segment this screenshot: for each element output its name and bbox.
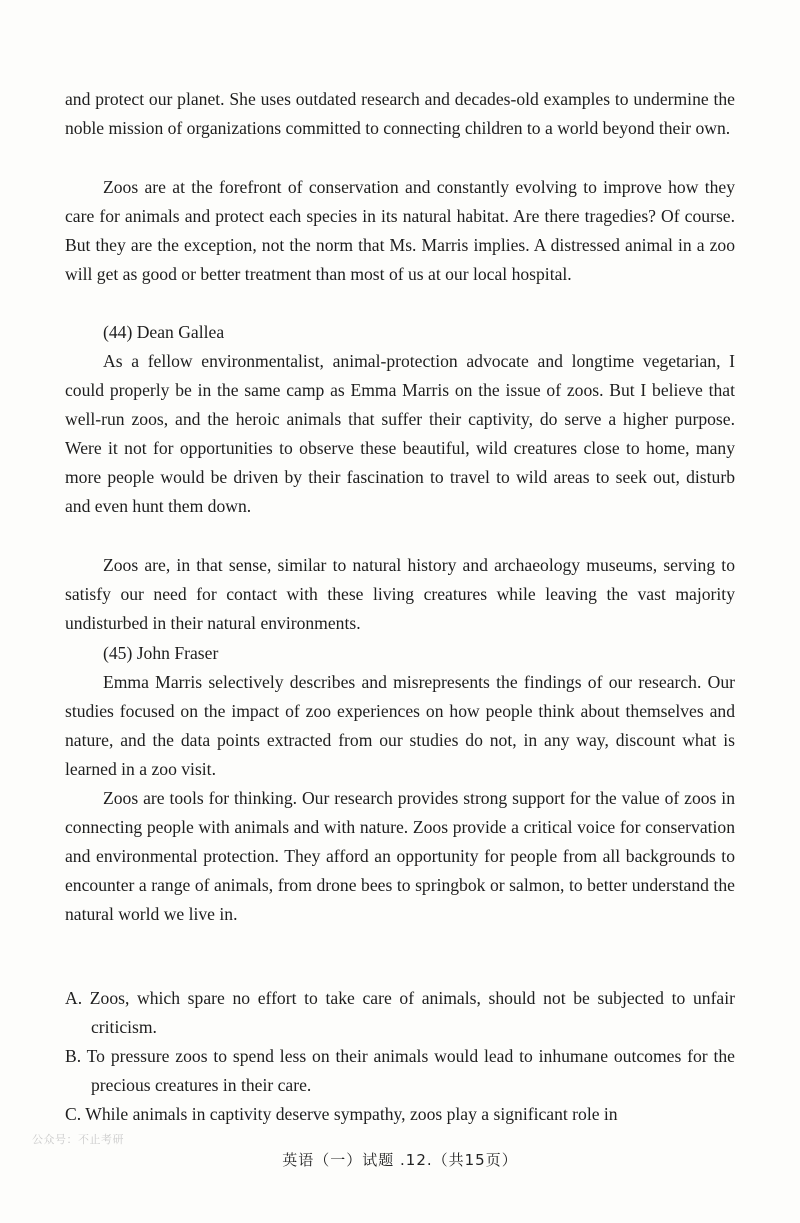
watermark: 公众号：不止考研 bbox=[32, 1133, 124, 1146]
paragraph-continuation: and protect our planet. She uses outdated research and decades-old examples to undermine the noble mission of organizations committed to connecting children to a world beyond their own. bbox=[65, 89, 735, 138]
section-heading-44: (44) Dean Gallea bbox=[103, 322, 225, 342]
paragraph-john-fraser-2: Zoos are tools for thinking. Our research provides strong support for the value of zoos in connecting people with animals and with nature. Zoos provide a critical voice for conservation and environmental protection. They afford an opportunity for people from all backgrounds to encounter a range of animals, from drone bees to springbok or salmon, to better understand the natural world we live in. bbox=[65, 788, 735, 924]
paragraph-dean-gallea-2: Zoos are, in that sense, similar to natural history and archaeology museums, serving to satisfy our need for contact with these living creatures while leaving the vast majority undisturbed in their natural environments. bbox=[65, 555, 735, 633]
option-a: A. Zoos, which spare no effort to take care of animals, should not be subjected to unfair criticism. bbox=[65, 988, 735, 1037]
section-heading-45: (45) John Fraser bbox=[103, 643, 219, 663]
page-footer: 英语（一）试题 .12.（共15页） bbox=[282, 1151, 518, 1169]
option-c: C. While animals in captivity deserve sympathy, zoos play a significant role in bbox=[65, 1104, 618, 1124]
paragraph-john-fraser-1: Emma Marris selectively describes and misrepresents the findings of our research. Our studies focused on the impact of zoo experiences on how people think about themselves and nature, and the data points extracted from our studies do not, in any way, discount what is learned in a zoo visit. bbox=[65, 672, 735, 779]
paragraph-zoos-forefront: Zoos are at the forefront of conservation and constantly evolving to improve how they care for animals and protect each species in its natural habitat. Are there tragedies? Of course. But they are the exception, not the norm that Ms. Marris implies. A distressed animal in a zoo will get as good or better treatment than most of us at our local hospital. bbox=[65, 177, 735, 284]
paragraph-dean-gallea-1: As a fellow environmentalist, animal-protection advocate and longtime vegetarian, I could properly be in the same camp as Emma Marris on the issue of zoos. But I believe that well-run zoos, and the heroic animals that suffer their captivity, do serve a higher purpose. Were it not for opportunities to observe these beautiful, wild creatures close to home, many more people would be driven by their fascination to travel to wild areas to seek out, disturb and even hunt them down. bbox=[65, 351, 735, 516]
option-b: B. To pressure zoos to spend less on their animals would lead to inhumane outcomes for the precious creatures in their care. bbox=[65, 1046, 735, 1095]
